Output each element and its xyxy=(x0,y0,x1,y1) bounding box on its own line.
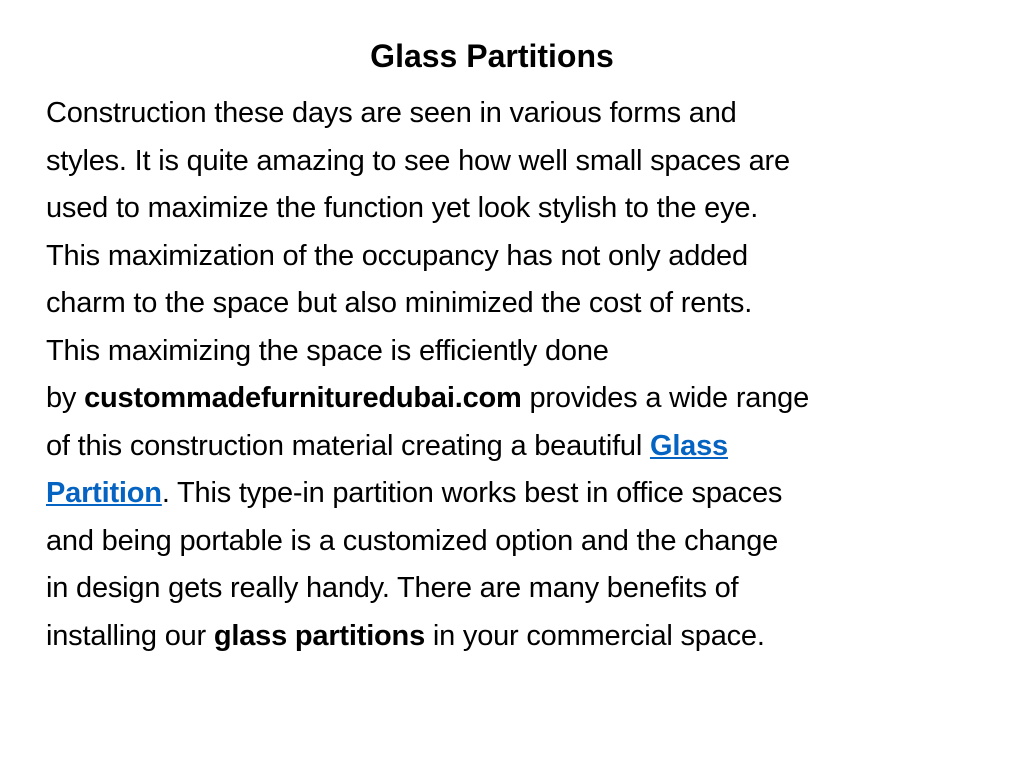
paragraph-line-3: used to maximize the function yet look stylish to the eye. xyxy=(46,192,759,224)
paragraph-line-10: and being portable is a customized option and the change xyxy=(46,524,779,557)
paragraph-line-11: in design gets really handy. There are many benefits of xyxy=(46,572,739,604)
paragraph-line-12 xyxy=(46,613,998,661)
line-8-prefix: of this construction material creating a beautiful xyxy=(46,429,650,462)
body-paragraph xyxy=(46,90,998,660)
paragraph-line-5: charm to the space but also minimized the cost of rents. xyxy=(46,287,753,319)
paragraph-line-1: Construction these days are seen in various forms and xyxy=(46,97,737,129)
site-name: custommadefurnituredubai.com xyxy=(84,382,522,414)
line-9-suffix: . This type-in partition works best in office spaces xyxy=(161,477,783,509)
glass-partitions-bold-phrase: glass partitions xyxy=(213,619,426,652)
paragraph-line-2: styles. It is quite amazing to see how well small spaces are xyxy=(46,144,790,177)
line-7-prefix: by xyxy=(46,382,85,414)
paragraph-line-6: This maximizing the space is efficiently done xyxy=(46,334,609,367)
line-12-suffix: in your commercial space. xyxy=(425,619,765,652)
paragraph-line-4: This maximization of the occupancy has not only added xyxy=(46,239,748,272)
paragraph-line-7 xyxy=(46,375,998,423)
glass-partition-link-part-1[interactable]: Glass xyxy=(649,429,728,462)
paragraph-line-8 xyxy=(46,423,998,471)
paragraph-line-9 xyxy=(46,470,998,518)
line-7-suffix: provides a wide range xyxy=(521,382,809,414)
line-12-prefix: installing our xyxy=(46,619,214,652)
glass-partition-link-part-2[interactable]: Partition xyxy=(46,477,162,509)
slide-title: Glass Partitions xyxy=(370,38,614,74)
